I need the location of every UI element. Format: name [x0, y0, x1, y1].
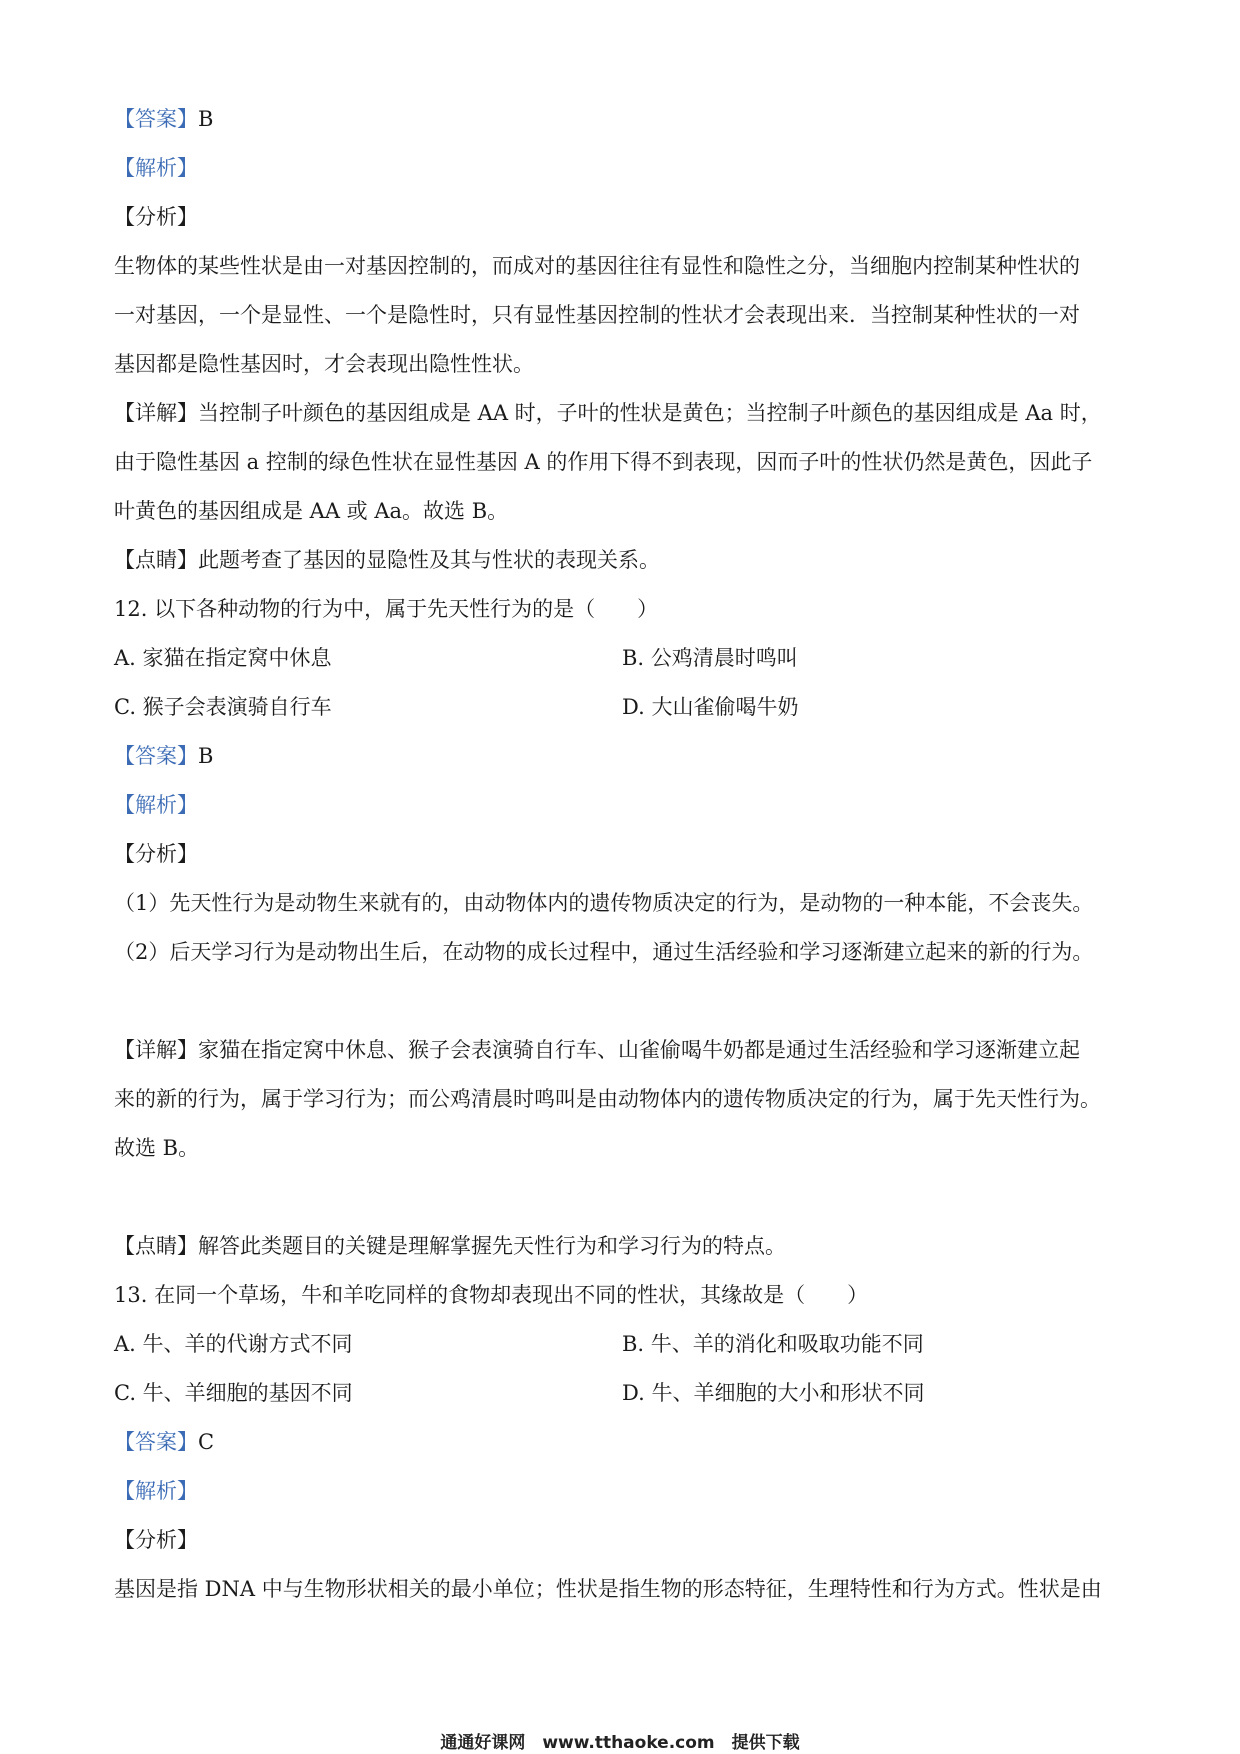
q12-fenxi-line: （1）先天性行为是动物生来就有的，由动物体内的遗传物质决定的行为，是动物的一种本能，不会丧失。: [114, 891, 1094, 915]
q13-stem: 13. 在同一个草场，牛和羊吃同样的食物却表现出不同的性状，其缘故是（ ）: [114, 1283, 869, 1307]
q12-option-a: A. 家猫在指定窝中休息: [114, 646, 332, 670]
q12-option-b: B. 公鸡清晨时鸣叫: [622, 646, 798, 670]
q11-xiangjie: [114, 398, 1102, 428]
q11-fenxi-line: 一对基因，一个是显性、一个是隐性时，只有显性基因控制的性状才会表现出来．当控制某种性状的一对: [114, 303, 1080, 327]
q13-fenxi-line: 基因是指 DNA 中与生物形状相关的最小单位；性状是指生物的形态特征，生理特性和行为方式。性状是由: [114, 1577, 1102, 1601]
q12-option-c: C. 猴子会表演骑自行车: [114, 695, 332, 719]
xiangjie-text: 当控制子叶颜色的基因组成是 AA 时，子叶的性状是黄色；当控制子叶颜色的基因组成是 Aa 时，: [198, 401, 1102, 425]
q11-fenxi-line: 生物体的某些性状是由一对基因控制的，而成对的基因往往有显性和隐性之分，当细胞内控制某种性状的: [114, 254, 1080, 278]
dianjing-text: 此题考查了基因的显隐性及其与性状的表现关系。: [198, 548, 660, 572]
xiangjie-tag: 【详解】: [114, 1038, 198, 1062]
q11-dianjing: [114, 545, 660, 575]
q12-analysis-tag: 【解析】: [114, 793, 198, 817]
q12-stem: 12. 以下各种动物的行为中，属于先天性行为的是（ ）: [114, 597, 659, 621]
q13-option-c: C. 牛、羊细胞的基因不同: [114, 1381, 353, 1405]
q13-option-b: B. 牛、羊的消化和吸取功能不同: [622, 1332, 924, 1356]
q11-fenxi-line: 基因都是隐性基因时，才会表现出隐性性状。: [114, 352, 534, 376]
answer-tag: 【答案】: [114, 1430, 198, 1454]
q11-xiangjie-line: 由于隐性基因 a 控制的绿色性状在显性基因 A 的作用下得不到表现，因而子叶的性状仍然是黄色，因此子: [114, 450, 1093, 474]
q11-analysis-tag: 【解析】: [114, 156, 198, 180]
q12-xiangjie: [114, 1035, 1080, 1065]
q12-fenxi-tag: 【分析】: [114, 842, 198, 866]
q13-analysis-tag: 【解析】: [114, 1479, 198, 1503]
q11-xiangjie-line: 叶黄色的基因组成是 AA 或 Aa。故选 B。: [114, 499, 509, 523]
q13-fenxi-tag: 【分析】: [114, 1528, 198, 1552]
xiangjie-tag: 【详解】: [114, 401, 198, 425]
answer-value: B: [198, 744, 214, 768]
dianjing-tag: 【点睛】: [114, 548, 198, 572]
q11-answer: [114, 104, 213, 134]
answer-value: C: [198, 1430, 215, 1454]
dianjing-text: 解答此类题目的关键是理解掌握先天性行为和学习行为的特点。: [198, 1234, 786, 1258]
q13-answer: [114, 1427, 214, 1457]
q13-option-a: A. 牛、羊的代谢方式不同: [114, 1332, 353, 1356]
answer-value: B: [198, 107, 214, 131]
q12-option-d: D. 大山雀偷喝牛奶: [622, 695, 799, 719]
q12-fenxi-line: （2）后天学习行为是动物出生后，在动物的成长过程中，通过生活经验和学习逐渐建立起来的新的行为。: [114, 940, 1094, 964]
q12-xiangjie-line: 来的新的行为，属于学习行为；而公鸡清晨时鸣叫是由动物体内的遗传物质决定的行为，属于先天性行为。: [114, 1087, 1101, 1111]
q12-xiangjie-line: 故选 B。: [114, 1136, 200, 1160]
q13-option-d: D. 牛、羊细胞的大小和形状不同: [622, 1381, 925, 1405]
xiangjie-text: 家猫在指定窝中休息、猴子会表演骑自行车、山雀偷喝牛奶都是通过生活经验和学习逐渐建立起: [198, 1038, 1080, 1062]
dianjing-tag: 【点睛】: [114, 1234, 198, 1258]
page-footer: 通通好课网 www.tthaoke.com 提供下载: [440, 1733, 800, 1753]
q12-answer: [114, 741, 213, 771]
q12-dianjing: [114, 1231, 786, 1261]
answer-tag: 【答案】: [114, 107, 198, 131]
q11-fenxi-tag: 【分析】: [114, 205, 198, 229]
answer-tag: 【答案】: [114, 744, 198, 768]
